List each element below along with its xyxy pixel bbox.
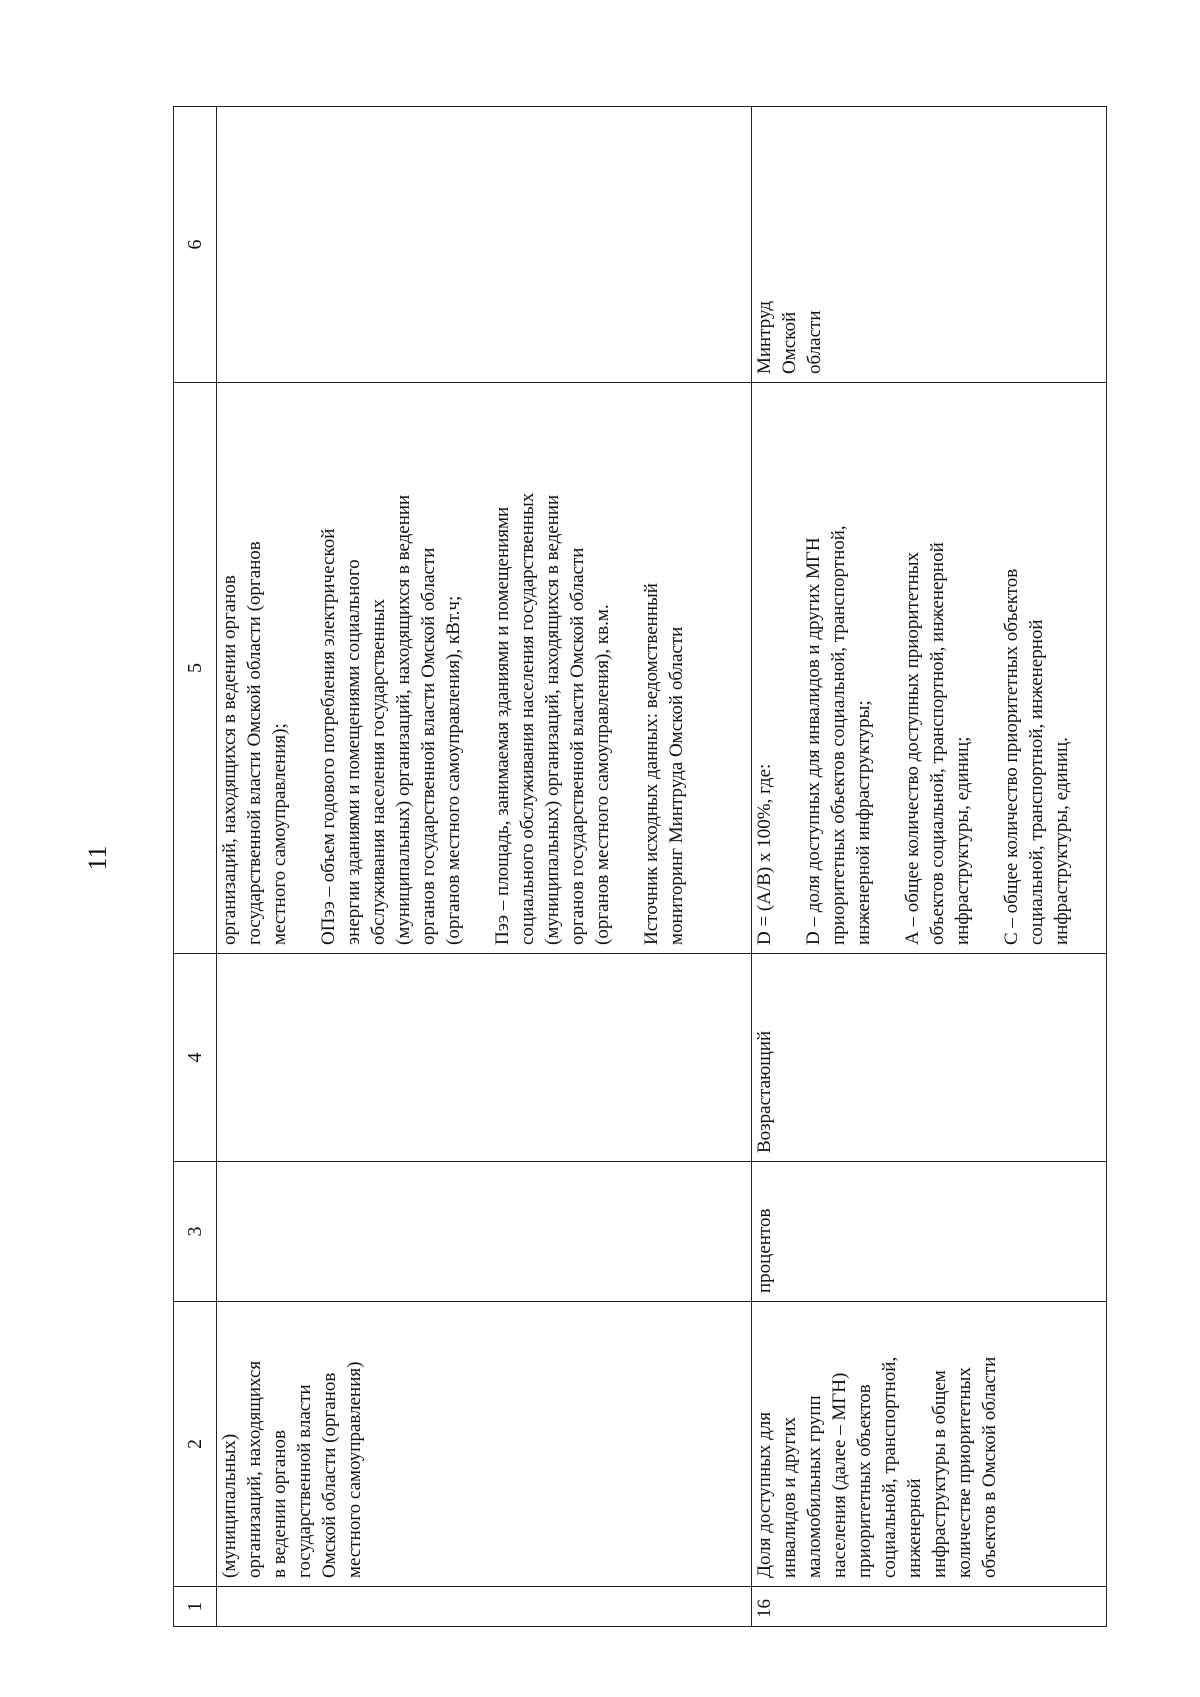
cell-trend: Возрастающий bbox=[752, 954, 1107, 1162]
indicators-table bbox=[173, 106, 1107, 1627]
text-line: инженерной bbox=[904, 1478, 925, 1578]
header-col-2: 2 bbox=[174, 1302, 217, 1587]
cell-indicator-name bbox=[217, 1302, 752, 1587]
text-line: государственной власти Омской области (органов bbox=[244, 541, 265, 945]
paragraph bbox=[752, 391, 777, 945]
cell-responsible bbox=[217, 107, 752, 383]
cell-number: 16 bbox=[752, 1587, 1107, 1627]
text-line: социальной, транспортной, bbox=[879, 1356, 900, 1578]
table-row-16 bbox=[752, 107, 1107, 1627]
text-line: Минтруд bbox=[754, 301, 775, 374]
text-line: приоритетных объектов bbox=[854, 1384, 875, 1578]
text-line: Омской bbox=[779, 311, 800, 374]
table-row-continued bbox=[217, 107, 752, 1627]
header-col-3: 3 bbox=[174, 1162, 217, 1302]
text-line: (муниципальных) организаций, находящихся в ведении bbox=[393, 494, 414, 945]
cell-unit: процентов bbox=[752, 1162, 1107, 1302]
text-line: маломобильных групп bbox=[804, 1395, 825, 1578]
header-col-5: 5 bbox=[174, 383, 217, 954]
text-line: D = (A/B) x 100%, где: bbox=[754, 763, 775, 945]
text-line: обслуживания населения государственных bbox=[368, 598, 389, 945]
text-line: А – общее количество доступных приоритетных bbox=[902, 551, 923, 945]
text-line: приоритетных объектов социальной, транспортной, bbox=[828, 525, 849, 945]
cell-number bbox=[217, 1587, 752, 1627]
paragraph bbox=[999, 391, 1074, 945]
paragraph bbox=[900, 391, 975, 945]
paragraph bbox=[639, 391, 689, 945]
text-line: Пээ – площадь, занимаемая зданиями и помещениями bbox=[492, 506, 513, 945]
header-col-1: 1 bbox=[174, 1587, 217, 1627]
cell-trend bbox=[217, 954, 752, 1162]
paragraph bbox=[217, 391, 292, 945]
paragraph bbox=[316, 391, 466, 945]
paragraph bbox=[490, 391, 615, 945]
text-line: инфраструктуры в общем bbox=[929, 1370, 950, 1578]
text-line: (муниципальных) bbox=[219, 1433, 240, 1578]
text-line: D – доля доступных для инвалидов и других МГН bbox=[803, 537, 824, 945]
text-line: энергии зданиями и помещениями социального bbox=[343, 559, 364, 945]
text-line: Доля доступных для bbox=[754, 1411, 775, 1578]
text-line: инвалидов и других bbox=[779, 1417, 800, 1578]
cell-method bbox=[217, 383, 752, 954]
text-line: ОПээ – объем годового потребления электрической bbox=[318, 528, 339, 945]
cell-method bbox=[752, 383, 1107, 954]
text-line: органов государственной власти Омской области bbox=[567, 547, 588, 945]
rotated-table-container bbox=[173, 107, 1111, 1627]
text-line: (органов местного самоуправления), кВт.ч; bbox=[443, 595, 464, 945]
text-line: организаций, находящихся bbox=[244, 1360, 265, 1578]
text-line: объектов в Омской области bbox=[979, 1356, 1000, 1578]
paragraph bbox=[801, 391, 876, 945]
cell-unit bbox=[217, 1162, 752, 1302]
text-line: мониторинг Минтруда Омской области bbox=[666, 626, 687, 945]
text-line: населения (далее – МГН) bbox=[829, 1372, 850, 1578]
text-line: организаций, находящихся в ведении органов bbox=[219, 575, 240, 945]
text-line: социального обслуживания населения государственных bbox=[517, 492, 538, 945]
text-line: области bbox=[804, 310, 825, 374]
text-line: органов государственной власти Омской области bbox=[418, 547, 439, 945]
page-number: 11 bbox=[83, 845, 112, 871]
header-col-6: 6 bbox=[174, 107, 217, 383]
header-col-4: 4 bbox=[174, 954, 217, 1162]
text-line: (муниципальных) организаций, находящихся в ведении bbox=[542, 494, 563, 945]
text-line: местного самоуправления); bbox=[269, 723, 290, 945]
text-line: Омской области (органов bbox=[319, 1372, 340, 1578]
text-line: С – общее количество приоритетных объектов bbox=[1001, 568, 1022, 945]
text-line: (органов местного самоуправления), кв.м. bbox=[592, 604, 613, 945]
text-line: Источник исходных данных: ведомственный bbox=[641, 583, 662, 945]
cell-responsible bbox=[752, 107, 1107, 383]
text-line: инженерной инфраструктуры; bbox=[853, 700, 874, 945]
text-line: инфраструктуры, единиц. bbox=[1051, 737, 1072, 945]
header-row bbox=[174, 107, 217, 1627]
text-line: местного самоуправления) bbox=[344, 1361, 365, 1578]
text-line: в ведении органов bbox=[269, 1430, 290, 1578]
text-line: социальной, транспортной, инженерной bbox=[1026, 619, 1047, 945]
text-line: количестве приоритетных bbox=[954, 1367, 975, 1578]
cell-indicator-name bbox=[752, 1302, 1107, 1587]
text-line: государственной власти bbox=[294, 1384, 315, 1578]
text-line: объектов социальной, транспортной, инженерной bbox=[927, 542, 948, 945]
text-line: инфраструктуры, единиц; bbox=[952, 736, 973, 945]
